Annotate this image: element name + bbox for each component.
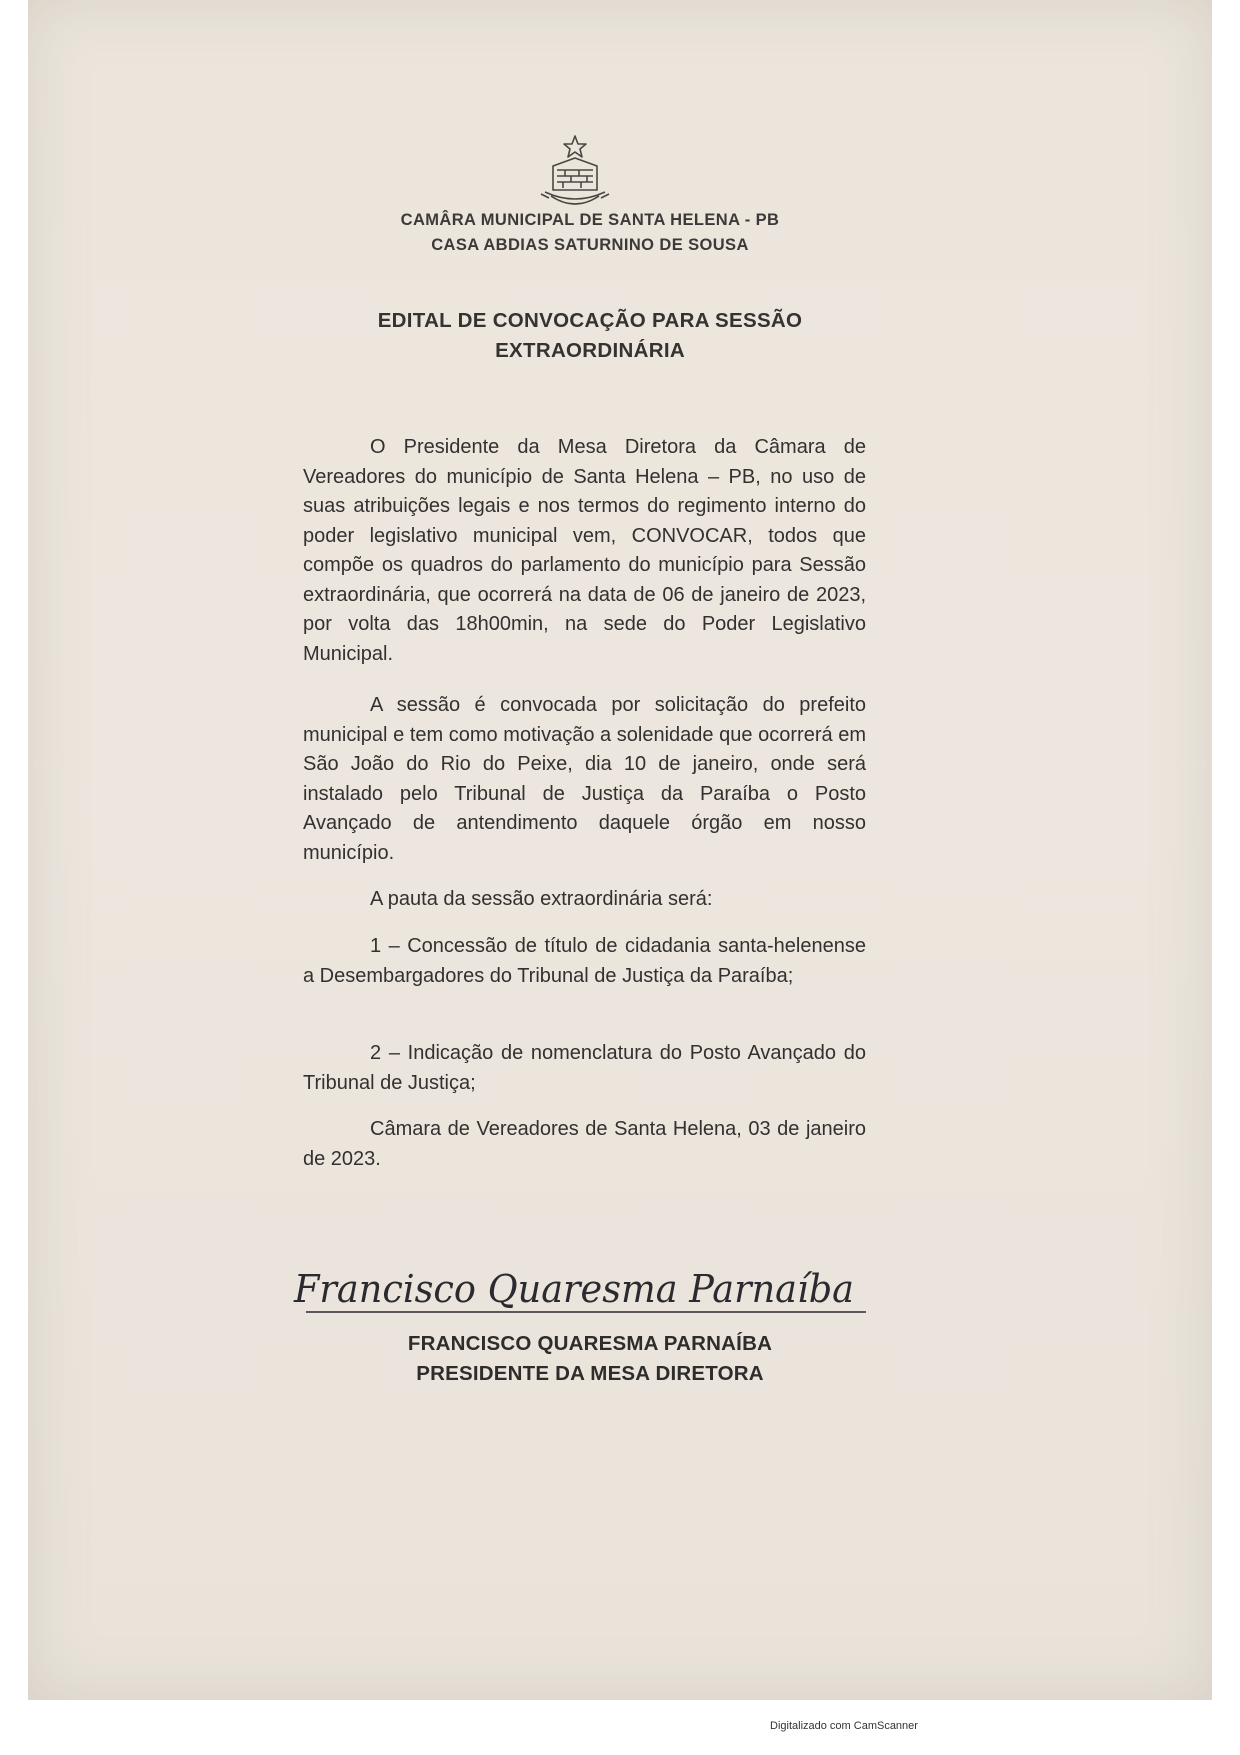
- header-house-name: CASA ABDIAS SATURNINO DE SOUSA: [431, 236, 749, 254]
- scanned-page: [28, 0, 1212, 1700]
- municipal-coat-of-arms-icon: [535, 132, 615, 214]
- motivation-paragraph: A sessão é convocada por solicitação do prefeito municipal e tem como motivação a solenidade que ocorrerá em São João do Rio do Peixe, dia 10 de janeiro, onde será instalado pelo Tribunal de Justiça da Paraíba o Posto Avançado de antendimento daquele órgão em nosso município.: [303, 694, 866, 864]
- agenda-item-2: 2 – Indicação de nomenclatura do Posto Avançado do Tribunal de Justiça;: [303, 1042, 866, 1094]
- document-title-line-1: EDITAL DE CONVOCAÇÃO PARA SESSÃO: [377, 309, 803, 332]
- agenda-item-1: 1 – Concessão de título de cidadania santa-helenense a Desembargadores do Tribunal de Justiça da Paraíba;: [303, 935, 866, 987]
- closing-place-date: Câmara de Vereadores de Santa Helena, 03 de janeiro de 2023.: [303, 1118, 866, 1170]
- signatory-name: FRANCISCO QUARESMA PARNAÍBA: [407, 1332, 773, 1355]
- header-institution-name: CAMÂRA MUNICIPAL DE SANTA HELENA - PB: [400, 211, 780, 229]
- svg-text:Francisco Quaresma Parnaíba: Francisco Quaresma Parnaíba: [293, 1267, 854, 1311]
- document-title-line-2: EXTRAORDINÁRIA: [495, 339, 685, 362]
- agenda-intro: A pauta da sessão extraordinária será:: [370, 888, 713, 910]
- handwritten-signature: [286, 1258, 871, 1320]
- scanner-watermark-note: Digitalizado com CamScanner: [770, 1720, 918, 1732]
- signatory-role: PRESIDENTE DA MESA DIRETORA: [416, 1362, 764, 1385]
- convocation-paragraph: O Presidente da Mesa Diretora da Câmara de Vereadores do município de Santa Helena – PB, no uso de suas atribuições legais e nos termos do regimento interno do poder legislativo municipal vem, CONVOCAR, todos que compõe os quadros do parlamento do município para Sessão extraordinária, que ocorrerá na data de 06 de janeiro de 2023, por volta das 18h00min, na sede do Poder Legislativo Municipal.: [303, 436, 866, 665]
